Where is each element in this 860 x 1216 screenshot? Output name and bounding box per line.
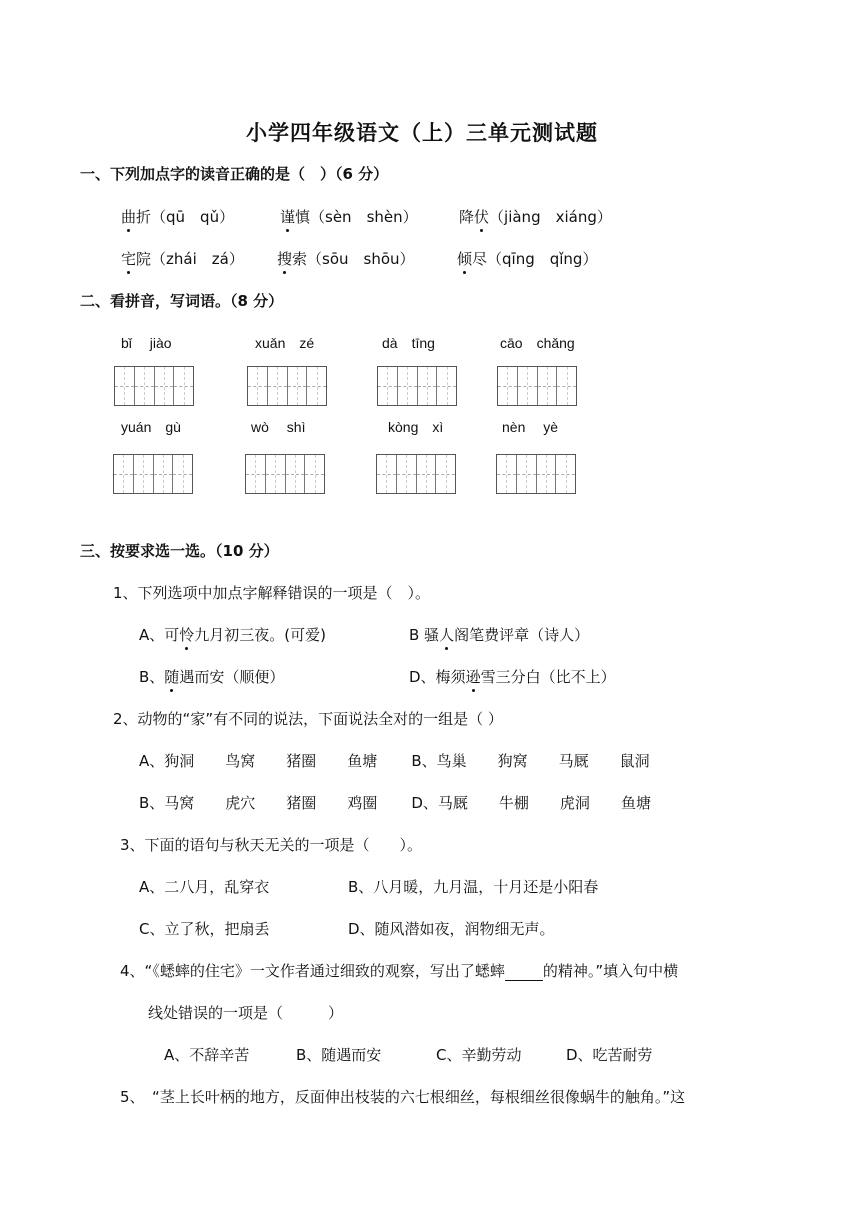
q1-option-b: B 骚人阁笔费评章（诗人） xyxy=(409,626,590,644)
q3-option-a: A、二八月，乱穿衣 xyxy=(139,878,270,896)
pinyin-5: yuán gù xyxy=(121,419,181,435)
section-1-heading: 一、下列加点字的读音正确的是（ ）（6 分） xyxy=(80,165,389,183)
question-3-stem: 3、下面的语句与秋天无关的一项是（ ）。 xyxy=(120,836,423,854)
writing-grid[interactable] xyxy=(245,454,325,494)
q3-option-d: D、随风潜如夜，润物细无声。 xyxy=(348,920,555,938)
fill-blank[interactable] xyxy=(505,966,543,981)
section-2-heading: 二、看拼音，写词语。（8 分） xyxy=(80,292,284,310)
pinyin-4: cāo chǎng xyxy=(500,335,575,351)
pinyin-8: nèn yè xyxy=(502,419,559,435)
q1-option-d: D、梅须逊雪三分白（比不上） xyxy=(409,668,616,686)
question-4-stem-line2: 线处错误的一项是（ ） xyxy=(148,1004,344,1022)
pinyin-3: dà tīng xyxy=(382,335,435,351)
pinyin-7: kòng xì xyxy=(388,419,444,435)
q4-option-b: B、随遇而安 xyxy=(296,1046,382,1064)
sec1-item-3: 降伏（jiàng xiáng） xyxy=(459,208,612,226)
q4-option-c: C、辛勤劳动 xyxy=(436,1046,522,1064)
q4-option-a: A、不辞辛苦 xyxy=(164,1046,250,1064)
writing-grid[interactable] xyxy=(247,366,327,406)
sec1-item-6: 倾尽（qīng qǐng） xyxy=(457,250,598,268)
writing-grid[interactable] xyxy=(114,366,194,406)
question-2-stem: 2、动物的“家”有不同的说法，下面说法全对的一组是（ ） xyxy=(113,710,503,728)
sec1-item-4: 宅院（zhái zá） xyxy=(121,250,244,268)
writing-grid[interactable] xyxy=(113,454,193,494)
q1-option-a: A、可怜九月初三夜。(可爱) xyxy=(139,626,326,644)
q2-row-1: A、狗洞 鸟窝 猪圈 鱼塘 B、鸟巢 狗窝 马厩 鼠洞 xyxy=(139,752,650,770)
question-5-stem: 5、 “茎上长叶柄的地方，反面伸出枝装的六七根细丝，每根细丝很像蜗牛的触角。”这 xyxy=(120,1088,686,1106)
pinyin-6: wò shì xyxy=(251,419,306,435)
sec1-item-1: 曲折（qū qǔ） xyxy=(121,208,235,226)
q1-option-c: B、随遇而安（顺便） xyxy=(139,668,285,686)
question-4-stem: 4、“《蟋蟀的住宅》一文作者通过细致的观察，写出了蟋蟀 的精神。”填入句中横 xyxy=(120,962,679,980)
writing-grid[interactable] xyxy=(497,366,577,406)
q2-row-2: B、马窝 虎穴 猪圈 鸡圈 D、马厩 牛棚 虎洞 鱼塘 xyxy=(139,794,651,812)
sec1-item-2: 谨慎（sèn shèn） xyxy=(280,208,418,226)
q4-option-d: D、吃苦耐劳 xyxy=(566,1046,653,1064)
q3-option-c: C、立了秋，把扇丢 xyxy=(139,920,270,938)
question-1-stem: 1、下列选项中加点字解释错误的一项是（ ）。 xyxy=(113,584,431,602)
pinyin-2: xuǎn zé xyxy=(255,335,315,351)
q3-option-b: B、八月暖，九月温，十月还是小阳春 xyxy=(348,878,599,896)
pinyin-1: bǐ jiào xyxy=(121,335,172,351)
page-title: 小学四年级语文（上）三单元测试题 xyxy=(246,121,598,145)
writing-grid[interactable] xyxy=(377,366,457,406)
writing-grid[interactable] xyxy=(496,454,576,494)
section-3-heading: 三、按要求选一选。（10 分） xyxy=(80,542,279,560)
sec1-item-5: 搜索（sōu shōu） xyxy=(277,250,415,268)
writing-grid[interactable] xyxy=(376,454,456,494)
